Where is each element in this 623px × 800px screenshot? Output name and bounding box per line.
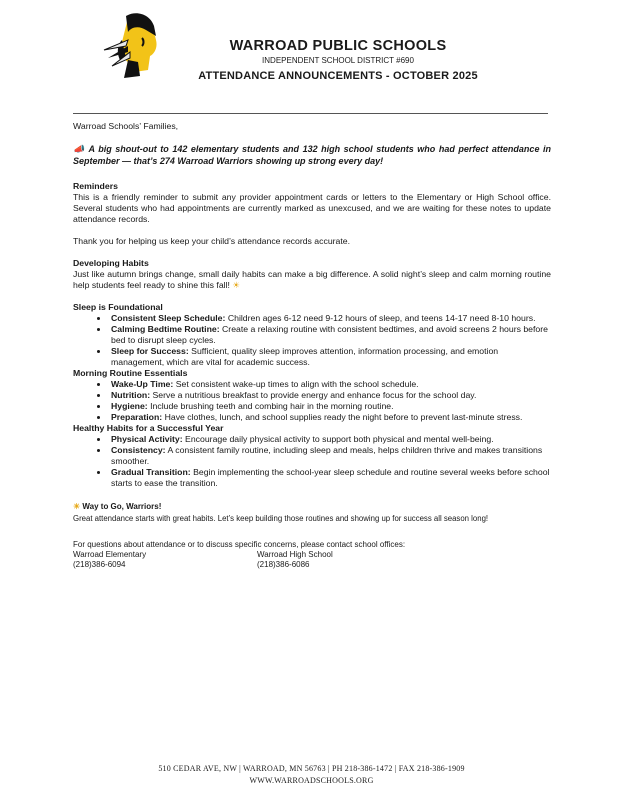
list-item: • Preparation: Have clothes, lunch, and school supplies ready the night before to prevent last-minute stress.	[109, 412, 551, 423]
greeting: Warroad Schools’ Families,	[73, 121, 179, 131]
list-item: • Gradual Transition: Begin implementing the school-year sleep schedule and routine several weeks before school starts to ease the transition.	[109, 467, 551, 489]
sun-icon: ☀	[73, 502, 81, 511]
habits-paragraph	[73, 269, 551, 291]
closing-body: Great attendance starts with great habits. Let’s keep building those routines and showing up for success all season long!	[73, 514, 489, 523]
morning-list	[73, 379, 551, 423]
contact-intro: For questions about attendance or to discuss specific concerns, please contact school offices:	[73, 540, 406, 549]
contact-elementary	[73, 550, 257, 570]
high-school-phone: (218)386-6086	[257, 560, 310, 569]
list-item: • Consistent Sleep Schedule: Children ages 6-12 need 9-12 hours of sleep, and teens 14-17 need 8-10 hours.	[109, 313, 551, 324]
sun-icon: ☀	[232, 280, 241, 290]
footer-address: 510 CEDAR AVE, NW | WARROAD, MN 56763 | PH 218-386-1472 | FAX 218-386-1909	[158, 764, 465, 773]
high-school-name: Warroad High School	[257, 550, 333, 559]
section-morning	[73, 368, 551, 423]
elementary-phone: (218)386-6094	[73, 560, 126, 569]
list-item: • Wake-Up Time: Set consistent wake-up times to align with the school schedule.	[109, 379, 551, 390]
letter-body	[73, 116, 551, 570]
footer-website: WWW.WARROADSCHOOLS.ORG	[249, 776, 374, 785]
district-subtitle: INDEPENDENT SCHOOL DISTRICT #690	[262, 56, 414, 65]
section-healthy	[73, 423, 551, 489]
sleep-list	[73, 313, 551, 368]
reminders-body: This is a friendly reminder to submit any provider appointment cards or letters to the Elementary or High School office. Several students who had appointments are currently marked as unexcused, and we are waiting for these notes to update attendance records.	[73, 192, 551, 224]
closing-heading: Way to Go, Warriors!	[82, 502, 162, 511]
list-item: • Calming Bedtime Routine: Create a relaxing routine with consistent bedtimes, and avoid screens 2 hours before bed to disrupt sleep cycles.	[109, 324, 551, 346]
section-heading: Healthy Habits for a Successful Year	[73, 423, 224, 433]
shoutout-paragraph	[73, 144, 551, 167]
header-divider	[73, 113, 548, 114]
section-heading: Morning Routine Essentials	[73, 368, 188, 378]
list-item: • Hygiene: Include brushing teeth and combing hair in the morning routine.	[109, 401, 551, 412]
school-title: WARROAD PUBLIC SCHOOLS	[229, 38, 447, 54]
section-sleep	[73, 302, 551, 368]
shoutout-text: A big shout-out to 142 elementary students and 132 high school students who had perfect attendance in September — that’s 274 Warroad Warriors showing up strong every day!	[73, 144, 551, 166]
closing-heading-line	[73, 501, 551, 512]
megaphone-icon: 📣	[73, 144, 86, 154]
section-heading: Sleep is Foundational	[73, 302, 163, 312]
reminders-thanks: Thank you for helping us keep your child’s attendance records accurate.	[73, 236, 351, 246]
list-item: • Physical Activity: Encourage daily physical activity to support both physical and mental well-being.	[109, 434, 551, 445]
contact-block	[73, 540, 551, 570]
habits-body: Just like autumn brings change, small daily habits can make a big difference. A solid night’s sleep and calm morning routine help students feel ready to shine this fall!	[73, 269, 551, 290]
habits-heading: Developing Habits	[73, 258, 149, 268]
elementary-name: Warroad Elementary	[73, 550, 147, 559]
list-item: • Consistency: A consistent family routine, including sleep and meals, helps children thrive and makes transitions smoother.	[109, 445, 551, 467]
contact-high-school	[257, 550, 441, 570]
list-item: • Nutrition: Serve a nutritious breakfast to provide energy and enhance focus for the school day.	[109, 390, 551, 401]
announcement-title: ATTENDANCE ANNOUNCEMENTS - OCTOBER 2025	[198, 70, 478, 82]
reminders-heading: Reminders	[73, 181, 118, 191]
list-item: • Sleep for Success: Sufficient, quality sleep improves attention, information processing, and emotion management, which are vital for academic success.	[109, 346, 551, 368]
healthy-list	[73, 434, 551, 489]
